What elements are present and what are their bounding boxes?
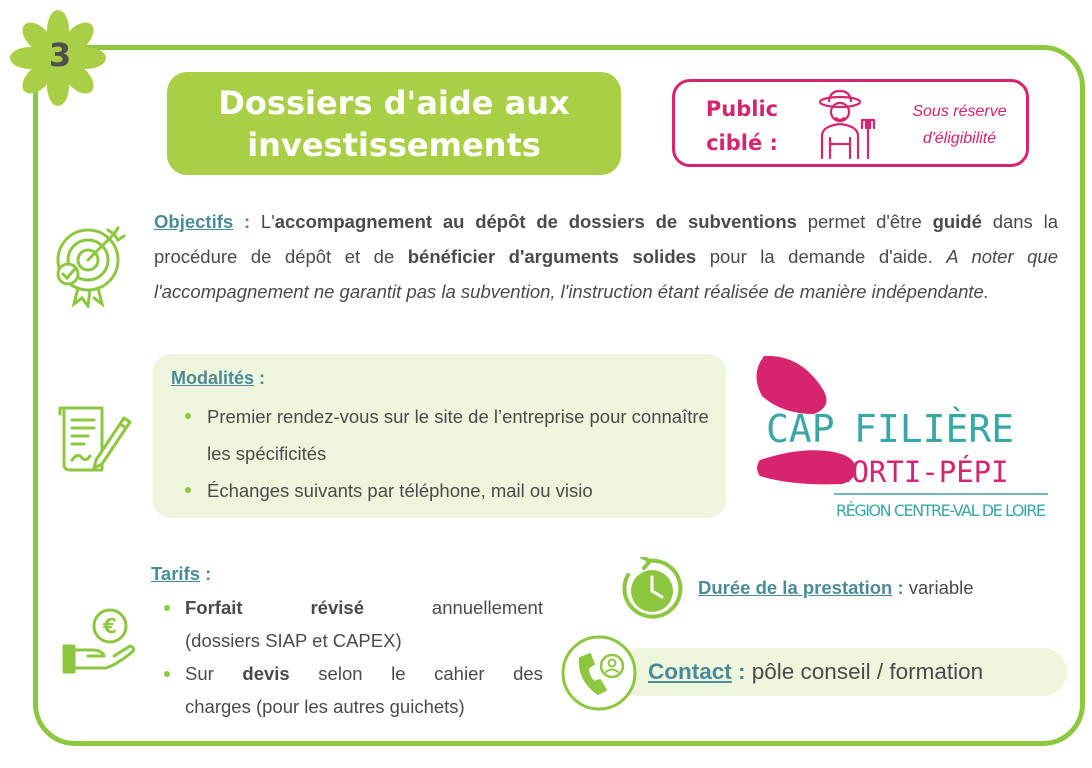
logo-word-filiere: FILIÈRE: [854, 407, 1015, 451]
tarif-text: des: [513, 663, 543, 684]
contact-colon: :: [731, 659, 746, 684]
objectives-colon: :: [233, 211, 261, 232]
duree-label[interactable]: Durée de la prestation: [698, 577, 893, 598]
public-label: [697, 92, 787, 160]
tarif-text: Sur: [185, 663, 214, 684]
cap-filiere-logo: [752, 356, 1052, 526]
objectives-text: L': [260, 211, 275, 232]
public-note-line-2: d'éligibilité: [922, 130, 997, 147]
tarif-1-line-1: [185, 591, 543, 624]
objectives-label[interactable]: Objectifs: [154, 211, 234, 232]
public-note: [897, 98, 1022, 152]
tarif-2-line-1: [185, 657, 543, 690]
tarif-2-line-2: charges (pour les autres guichets): [185, 696, 465, 717]
svg-text:€: €: [103, 614, 117, 638]
public-label-line-1: Public: [705, 97, 779, 121]
phone-icon: [558, 634, 640, 712]
title-line-1: Dossiers d'aide aux: [218, 83, 570, 122]
objectives-text: dans la procédure de dépôt et de: [154, 211, 1058, 267]
logo-line-3: RÉGION CENTRE-VAL DE LOIRE: [836, 501, 1046, 520]
objectives-bold: bénéficier d'arguments solides: [407, 246, 697, 267]
modalites-colon: :: [254, 368, 266, 388]
public-cible-box: [672, 79, 1029, 167]
modalites-heading: [171, 368, 265, 389]
logo-line-2: HORTI-PÉPI: [834, 455, 1009, 489]
duree-line: [698, 573, 974, 603]
target-icon: [50, 222, 130, 308]
modalites-box: [153, 354, 726, 518]
logo-word-cap: CAP: [766, 407, 835, 451]
tarif-bold: révisé: [310, 597, 364, 618]
list-item: [151, 591, 543, 657]
list-item: Premier rendez-vous sur le site de l’entreprise pour connaître les spécificités: [181, 398, 717, 472]
tarif-text: annuellement: [431, 597, 543, 618]
public-label-line-2: ciblé :: [706, 131, 778, 155]
duree-value: variable: [903, 577, 974, 598]
modalites-label[interactable]: Modalités: [171, 368, 255, 388]
farmer-icon: [812, 88, 880, 160]
tarifs-section: [151, 561, 543, 723]
clock-icon: [618, 557, 686, 621]
public-note-line-1: Sous réserve: [912, 103, 1007, 120]
contact-label[interactable]: Contact: [648, 659, 732, 684]
list-item: [151, 657, 543, 723]
title-box: [167, 72, 621, 175]
modalites-list: [181, 398, 717, 509]
tarif-1-line-2: (dossiers SIAP et CAPEX): [185, 630, 402, 651]
objectives-note: A noter que l'accompagnement ne garantit pas la subvention, l'instruction étant réalisée de manière indépendante.: [154, 246, 1058, 302]
tarif-bold: devis: [242, 663, 290, 684]
tarifs-list: [151, 591, 543, 723]
title-line-2: investissements: [247, 125, 541, 164]
tarif-text: le: [391, 663, 406, 684]
tarifs-label[interactable]: Tarifs: [151, 563, 201, 584]
page-title: [194, 82, 594, 166]
money-hand-icon: [62, 606, 138, 678]
contact-value: pôle conseil / formation: [745, 659, 984, 684]
duree-colon: :: [892, 577, 904, 598]
step-number: 3: [48, 36, 72, 74]
objectives-text: permet d'être: [796, 211, 933, 232]
tarifs-heading: [151, 561, 543, 587]
contact-line: [648, 655, 983, 689]
tarifs-colon: :: [200, 563, 212, 584]
contract-icon: [58, 400, 134, 476]
tarif-text: cahier: [434, 663, 485, 684]
objectives-paragraph: [154, 204, 1058, 309]
tarif-bold: Forfait: [185, 597, 243, 618]
objectives-text: pour la demande d'aide.: [696, 246, 947, 267]
objectives-bold: guidé: [932, 211, 982, 232]
list-item: Échanges suivants par téléphone, mail ou visio: [181, 472, 717, 509]
tarif-text: selon: [318, 663, 363, 684]
objectives-bold: accompagnement au dépôt de dossiers de subventions: [274, 211, 797, 232]
